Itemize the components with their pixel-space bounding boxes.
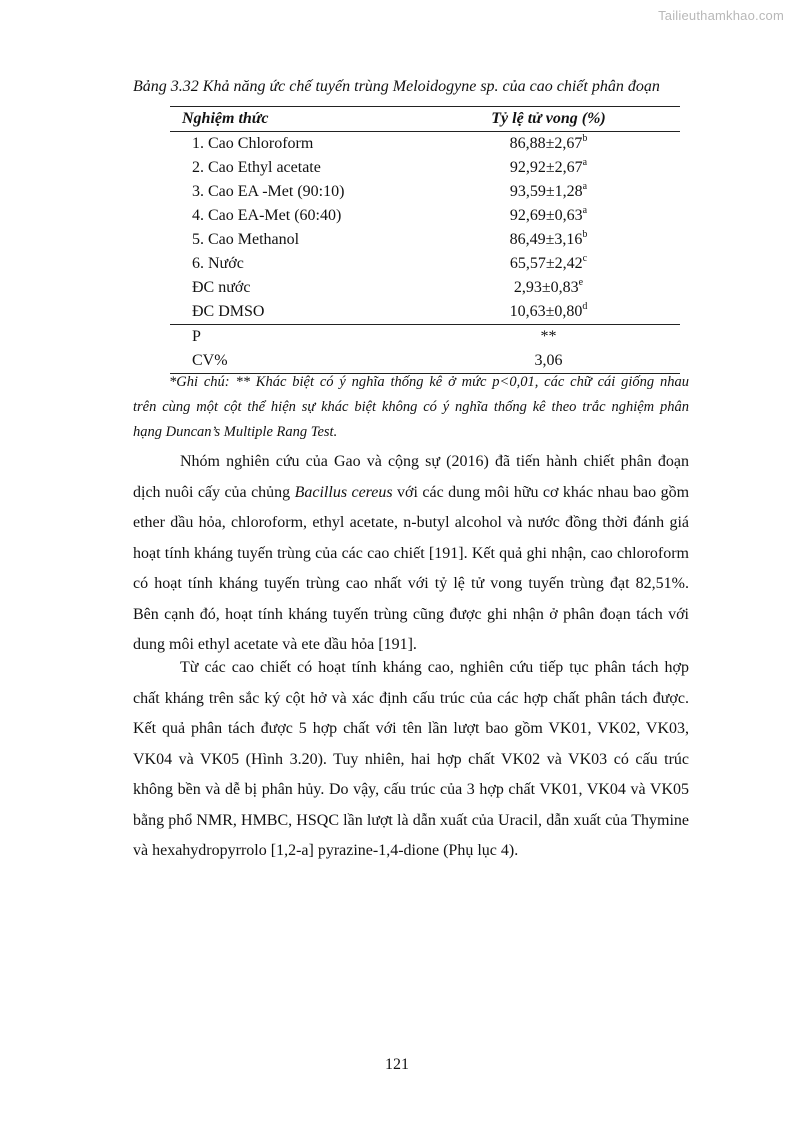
- paragraph-gao-study: [133, 447, 689, 661]
- species-name: Bacillus cereus: [294, 483, 393, 501]
- paragraph-line: có hoạt tính kháng tuyến trùng cao nhất với tỷ lệ tử vong tuyến trùng đạt 82,51%.: [133, 575, 689, 592]
- table-row: [170, 132, 680, 157]
- table-caption: Bảng 3.32 Khả năng ức chế tuyến trùng Meloidogyne sp. của cao chiết phân đoạn: [133, 78, 660, 95]
- treatment-cell: 6. Nước: [192, 255, 244, 272]
- table-row: [170, 276, 680, 300]
- stat-label: P: [170, 325, 417, 350]
- table-header-row: [170, 107, 680, 132]
- stat-value: **: [417, 325, 680, 350]
- paragraph-line: không bền và dễ bị phân hủy. Do vậy, cấu trúc của 3 hợp chất VK01, VK04 và VK05: [133, 781, 689, 798]
- note-line: trên cùng một cột thể hiện sự khác biệt không có ý nghĩa thống kê theo trắc nghiệm phân: [133, 399, 689, 415]
- header-mortality: Tỷ lệ tử vong (%): [417, 107, 680, 132]
- page-number: 121: [385, 1056, 409, 1073]
- stat-label: CV%: [170, 349, 417, 374]
- paragraph-line: chất kháng trên sắc ký cột hở và xác định cấu trúc của các hợp chất phân tách được.: [133, 689, 689, 707]
- paragraph-line: Kết quả phân tách được 5 hợp chất với tên lần lượt bao gồm VK01, VK02, VK03,: [133, 720, 689, 737]
- paragraph-line: hoạt tính kháng tuyến trùng của các cao chiết [191]. Kết quả ghi nhận, cao chloroform: [133, 544, 689, 562]
- paragraph-line: và hexahydropyrrolo [1,2-a] pyrazine-1,4-dione (Phụ lục 4).: [133, 842, 519, 859]
- table-row: [170, 300, 680, 325]
- treatment-cell: 1. Cao Chloroform: [192, 135, 314, 152]
- paragraph-compound-isolation: [133, 653, 689, 867]
- table-row: [170, 252, 680, 276]
- stat-row-p: [170, 325, 680, 350]
- mortality-cell: 93,59±1,28$^a$: [509, 180, 588, 200]
- paragraph-line: ether dầu hỏa, chloroform, ethyl acetate, n-butyl alcohol và nước đồng thời đánh giá: [133, 514, 689, 531]
- paragraph-line: bằng phổ NMR, HMBC, HSQC lần lượt là dẫn xuất của Uracil, dẫn xuất của Thymine: [133, 811, 689, 829]
- table-note: [133, 370, 689, 445]
- paragraph-line: Nhóm nghiên cứu của Gao và cộng sự (2016) đã tiến hành chiết phân đoạn: [180, 453, 689, 470]
- mortality-cell: 2,93±0,83$^e$: [513, 276, 584, 296]
- stat-value: 3,06: [417, 349, 680, 374]
- table-row: [170, 204, 680, 228]
- note-line: *Ghi chú: ** Khác biệt có ý nghĩa thống kê ở mức p<0,01, các chữ cái giống nhau: [169, 374, 689, 390]
- paragraph-line: VK04 và VK05 (Hình 3.20). Tuy nhiên, hai hợp chất VK02 và VK03 có cấu trúc: [133, 750, 689, 768]
- paragraph-line: Từ các cao chiết có hoạt tính kháng cao, nghiên cứu tiếp tục phân tách hợp: [180, 659, 689, 676]
- table-row: [170, 180, 680, 204]
- mortality-cell: 92,69±0,63$^a$: [509, 204, 588, 224]
- paragraph-line: dung môi ethyl acetate và ete dầu hỏa [191].: [133, 636, 417, 653]
- treatment-cell: 2. Cao Ethyl acetate: [192, 159, 321, 176]
- table-row: [170, 156, 680, 180]
- treatment-cell: 5. Cao Methanol: [192, 231, 300, 248]
- paragraph-line: Bên cạnh đó, hoạt tính kháng tuyến trùng cũng được ghi nhận ở phân đoạn tách với: [133, 605, 689, 623]
- results-table: [170, 106, 680, 374]
- table-row: [170, 228, 680, 252]
- paragraph-line: dịch nuôi cấy của chủng Bacillus cereus với các dung môi hữu cơ khác nhau bao gồm: [133, 483, 690, 501]
- mortality-cell: 10,63±0,80$^d$: [509, 300, 588, 320]
- treatment-cell: ĐC DMSO: [192, 303, 265, 320]
- note-line: hạng Duncan’s Multiple Rang Test.: [133, 424, 338, 440]
- header-treatment: Nghiệm thức: [170, 107, 417, 132]
- mortality-cell: 92,92±2,67$^a$: [509, 156, 588, 176]
- treatment-cell: ĐC nước: [192, 279, 251, 296]
- watermark: Tailieuthamkhao.com: [658, 8, 784, 23]
- treatment-cell: 3. Cao EA -Met (90:10): [192, 183, 345, 200]
- mortality-cell: 86,88±2,67$^b$: [509, 132, 588, 152]
- mortality-cell: 65,57±2,42$^c$: [509, 252, 588, 272]
- mortality-cell: 86,49±3,16$^b$: [509, 228, 588, 248]
- treatment-cell: 4. Cao EA-Met (60:40): [192, 207, 342, 224]
